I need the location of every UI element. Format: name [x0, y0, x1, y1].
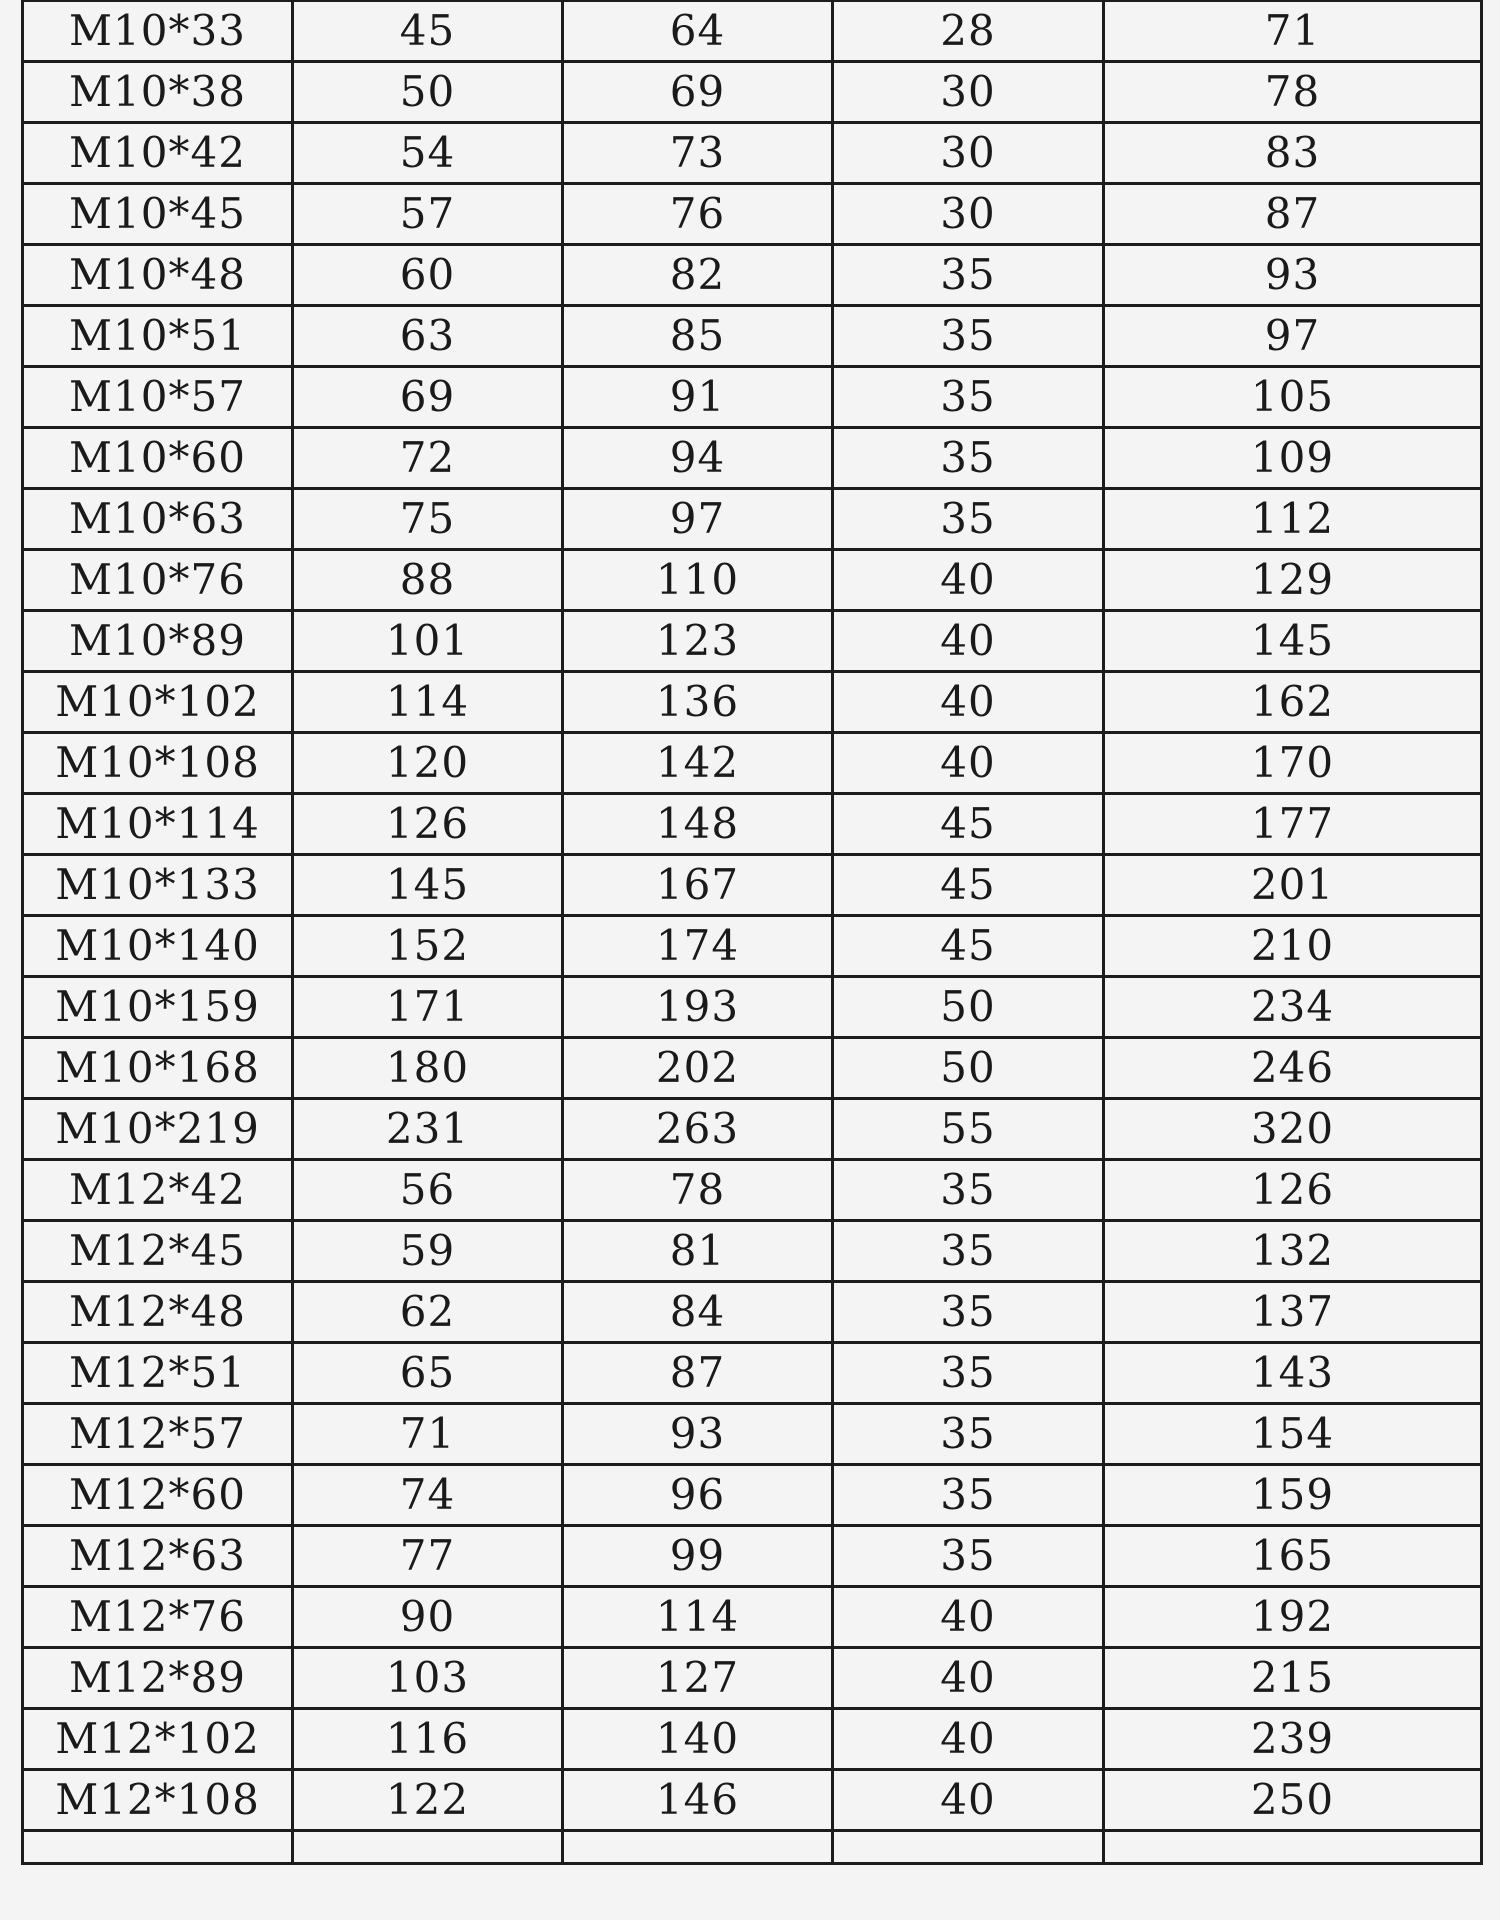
table-cell: 30	[833, 184, 1104, 245]
table-cell: 154	[1104, 1404, 1482, 1465]
table-cell: 94	[563, 428, 833, 489]
table-cell: 35	[833, 1526, 1104, 1587]
table-cell: 91	[563, 367, 833, 428]
table-cell: 109	[1104, 428, 1482, 489]
table-cell: M12*51	[23, 1343, 293, 1404]
table-cell: 69	[293, 367, 563, 428]
table-row	[23, 611, 1482, 672]
table-row	[23, 1, 1482, 62]
table-cell: 201	[1104, 855, 1482, 916]
table-cell: 127	[563, 1648, 833, 1709]
table-cell: 35	[833, 1282, 1104, 1343]
table-cell: 60	[293, 245, 563, 306]
table-cell: 210	[1104, 916, 1482, 977]
table-cell: M10*133	[23, 855, 293, 916]
table-cell: M12*108	[23, 1770, 293, 1831]
table-cell: 215	[1104, 1648, 1482, 1709]
table-row	[23, 1404, 1482, 1465]
table-row	[23, 1648, 1482, 1709]
table-cell: 110	[563, 550, 833, 611]
table-cell: 116	[293, 1709, 563, 1770]
table-cell: 84	[563, 1282, 833, 1343]
table-cell: 177	[1104, 794, 1482, 855]
table-row	[23, 1587, 1482, 1648]
table-cell: M10*102	[23, 672, 293, 733]
spec-table-body	[23, 1, 1482, 1864]
table-cell: 88	[293, 550, 563, 611]
table-cell: 103	[293, 1648, 563, 1709]
table-cell: 114	[563, 1587, 833, 1648]
table-cell: 40	[833, 1648, 1104, 1709]
table-cell: 123	[563, 611, 833, 672]
table-cell: M10*76	[23, 550, 293, 611]
table-cell: 56	[293, 1160, 563, 1221]
table-cell: 45	[833, 855, 1104, 916]
table-cell: 40	[833, 1770, 1104, 1831]
table-row	[23, 1770, 1482, 1831]
table-cell: 132	[1104, 1221, 1482, 1282]
table-cell: 320	[1104, 1099, 1482, 1160]
table-cell: 234	[1104, 977, 1482, 1038]
table-cell: M10*33	[23, 1, 293, 62]
table-cell: 57	[293, 184, 563, 245]
table-cell: 114	[293, 672, 563, 733]
table-cell: M10*159	[23, 977, 293, 1038]
table-cell: 83	[1104, 123, 1482, 184]
table-row	[23, 1465, 1482, 1526]
table-cell: 45	[833, 916, 1104, 977]
table-cell: M12*89	[23, 1648, 293, 1709]
table-cell: M10*108	[23, 733, 293, 794]
table-cell: 162	[1104, 672, 1482, 733]
table-cell: M10*57	[23, 367, 293, 428]
table-cell: 101	[293, 611, 563, 672]
table-cell: M10*38	[23, 62, 293, 123]
table-cell: 35	[833, 1343, 1104, 1404]
table-cell: 69	[563, 62, 833, 123]
table-row	[23, 1526, 1482, 1587]
table-row	[23, 62, 1482, 123]
table-cell: M10*63	[23, 489, 293, 550]
table-cell: 126	[293, 794, 563, 855]
table-cell: M10*45	[23, 184, 293, 245]
table-row	[23, 794, 1482, 855]
table-row	[23, 1099, 1482, 1160]
table-cell: 202	[563, 1038, 833, 1099]
table-cell: 263	[563, 1099, 833, 1160]
table-cell: 59	[293, 1221, 563, 1282]
table-cell: 75	[293, 489, 563, 550]
table-cell: 145	[293, 855, 563, 916]
table-cell: M10*89	[23, 611, 293, 672]
table-cell: 35	[833, 306, 1104, 367]
table-cell: 120	[293, 733, 563, 794]
table-cell: 87	[563, 1343, 833, 1404]
table-cell: 145	[1104, 611, 1482, 672]
table-cell: M10*48	[23, 245, 293, 306]
table-cell: 105	[1104, 367, 1482, 428]
table-cell: 62	[293, 1282, 563, 1343]
table-cell: 35	[833, 367, 1104, 428]
table-cell: 54	[293, 123, 563, 184]
table-row	[23, 184, 1482, 245]
table-cell: 45	[833, 794, 1104, 855]
table-cell: 50	[293, 62, 563, 123]
table-cell-empty	[293, 1831, 563, 1864]
table-cell: 96	[563, 1465, 833, 1526]
table-cell: 74	[293, 1465, 563, 1526]
table-row-partial	[23, 1831, 1482, 1864]
table-row	[23, 428, 1482, 489]
table-cell: 28	[833, 1, 1104, 62]
table-cell: M12*48	[23, 1282, 293, 1343]
table-cell: 97	[1104, 306, 1482, 367]
table-cell: 78	[563, 1160, 833, 1221]
table-cell: 40	[833, 1587, 1104, 1648]
table-cell: 35	[833, 489, 1104, 550]
table-cell: 167	[563, 855, 833, 916]
table-cell: 250	[1104, 1770, 1482, 1831]
table-cell: 112	[1104, 489, 1482, 550]
table-cell: 30	[833, 62, 1104, 123]
table-cell: M12*45	[23, 1221, 293, 1282]
table-cell: 63	[293, 306, 563, 367]
table-cell: 152	[293, 916, 563, 977]
table-cell: 87	[1104, 184, 1482, 245]
table-cell: 35	[833, 1221, 1104, 1282]
table-cell: 65	[293, 1343, 563, 1404]
table-cell: 165	[1104, 1526, 1482, 1587]
table-row	[23, 306, 1482, 367]
table-row	[23, 489, 1482, 550]
table-cell-empty	[563, 1831, 833, 1864]
table-cell: 143	[1104, 1343, 1482, 1404]
table-cell: 81	[563, 1221, 833, 1282]
table-cell: 140	[563, 1709, 833, 1770]
table-cell: M12*63	[23, 1526, 293, 1587]
table-cell: M10*168	[23, 1038, 293, 1099]
table-row	[23, 367, 1482, 428]
table-cell: 71	[1104, 1, 1482, 62]
table-cell: 136	[563, 672, 833, 733]
table-row	[23, 1709, 1482, 1770]
table-cell: 76	[563, 184, 833, 245]
table-cell: 55	[833, 1099, 1104, 1160]
table-row	[23, 245, 1482, 306]
table-cell: 171	[293, 977, 563, 1038]
table-cell-empty	[1104, 1831, 1482, 1864]
table-row	[23, 1160, 1482, 1221]
table-cell: 50	[833, 1038, 1104, 1099]
table-cell: 129	[1104, 550, 1482, 611]
table-cell: 142	[563, 733, 833, 794]
table-cell: 73	[563, 123, 833, 184]
table-cell: 246	[1104, 1038, 1482, 1099]
table-cell: 64	[563, 1, 833, 62]
table-cell: 40	[833, 611, 1104, 672]
table-row	[23, 855, 1482, 916]
table-cell: 72	[293, 428, 563, 489]
table-cell: 77	[293, 1526, 563, 1587]
table-cell: 93	[563, 1404, 833, 1465]
table-cell: 85	[563, 306, 833, 367]
table-cell: 126	[1104, 1160, 1482, 1221]
table-cell: 40	[833, 672, 1104, 733]
table-cell: 40	[833, 550, 1104, 611]
table-cell: 30	[833, 123, 1104, 184]
table-cell: 174	[563, 916, 833, 977]
table-cell: 192	[1104, 1587, 1482, 1648]
table-row	[23, 977, 1482, 1038]
spec-table	[21, 0, 1483, 1865]
table-cell-empty	[833, 1831, 1104, 1864]
table-cell: 146	[563, 1770, 833, 1831]
table-row	[23, 1221, 1482, 1282]
table-cell: 193	[563, 977, 833, 1038]
table-cell: 82	[563, 245, 833, 306]
table-cell: 35	[833, 1160, 1104, 1221]
table-cell: M12*102	[23, 1709, 293, 1770]
table-cell: 180	[293, 1038, 563, 1099]
table-cell: 40	[833, 1709, 1104, 1770]
table-cell: 122	[293, 1770, 563, 1831]
table-cell: 35	[833, 428, 1104, 489]
table-cell: 35	[833, 1465, 1104, 1526]
table-cell: M10*114	[23, 794, 293, 855]
table-cell: M10*219	[23, 1099, 293, 1160]
table-cell: 93	[1104, 245, 1482, 306]
table-cell: 35	[833, 1404, 1104, 1465]
table-row	[23, 733, 1482, 794]
table-row	[23, 550, 1482, 611]
table-cell: M10*140	[23, 916, 293, 977]
table-cell: M10*60	[23, 428, 293, 489]
table-cell: 239	[1104, 1709, 1482, 1770]
table-cell: 97	[563, 489, 833, 550]
table-row	[23, 1343, 1482, 1404]
table-cell: 170	[1104, 733, 1482, 794]
table-row	[23, 916, 1482, 977]
table-row	[23, 1282, 1482, 1343]
table-cell: M10*42	[23, 123, 293, 184]
table-cell: 90	[293, 1587, 563, 1648]
table-cell: 137	[1104, 1282, 1482, 1343]
table-cell: 71	[293, 1404, 563, 1465]
table-row	[23, 123, 1482, 184]
table-row	[23, 1038, 1482, 1099]
table-cell: 159	[1104, 1465, 1482, 1526]
table-cell: 231	[293, 1099, 563, 1160]
table-cell-empty	[23, 1831, 293, 1864]
table-cell: 35	[833, 245, 1104, 306]
table-cell: 99	[563, 1526, 833, 1587]
table-cell: M12*57	[23, 1404, 293, 1465]
table-cell: 148	[563, 794, 833, 855]
table-cell: 40	[833, 733, 1104, 794]
table-cell: M12*60	[23, 1465, 293, 1526]
table-cell: 78	[1104, 62, 1482, 123]
table-cell: M10*51	[23, 306, 293, 367]
table-cell: M12*42	[23, 1160, 293, 1221]
table-cell: 50	[833, 977, 1104, 1038]
table-cell: 45	[293, 1, 563, 62]
table-cell: M12*76	[23, 1587, 293, 1648]
table-row	[23, 672, 1482, 733]
